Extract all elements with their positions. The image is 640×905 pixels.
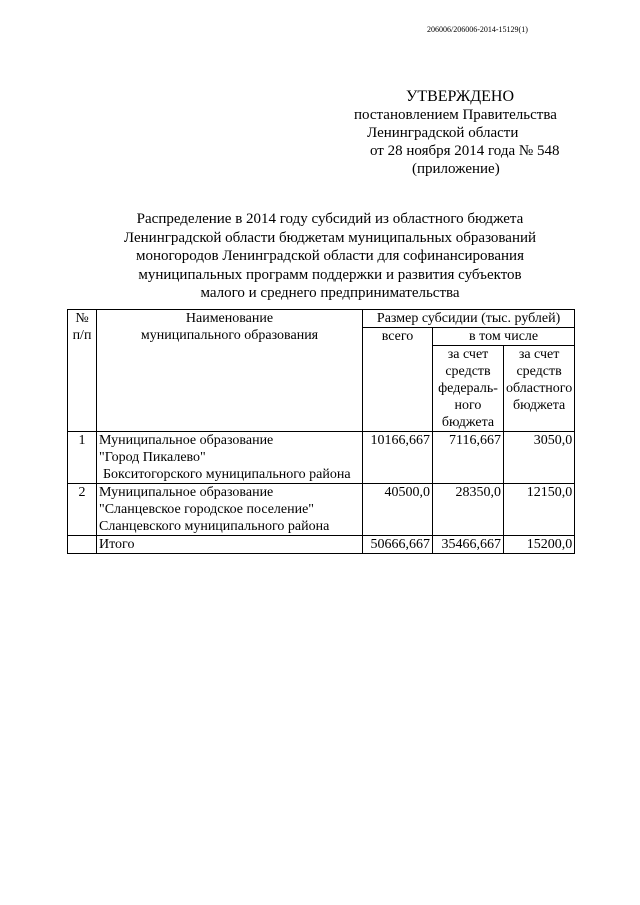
subsidy-table	[67, 309, 575, 554]
header-name-line: муниципального образования	[140, 328, 319, 343]
row-number: 1	[68, 432, 97, 484]
header-number-symbol: №	[75, 311, 89, 326]
header-federal	[433, 346, 504, 432]
row-federal: 7116,667	[433, 432, 504, 484]
header-federal-line: ного	[454, 398, 482, 413]
header-total: всего	[363, 328, 433, 432]
totals-number-empty	[68, 536, 97, 554]
approval-heading: УТВЕРЖДЕНО	[406, 88, 515, 105]
header-regional-line: областного	[506, 381, 573, 396]
row-number: 2	[68, 484, 97, 536]
approval-block	[340, 88, 590, 178]
row-regional: 3050,0	[504, 432, 575, 484]
header-regional-line: средств	[516, 364, 562, 379]
title-line: Ленинградской области бюджетам муниципальных образований	[123, 229, 537, 246]
row-name-line: "Город Пикалево"	[99, 450, 206, 465]
header-including: в том числе	[433, 328, 575, 346]
header-federal-line: за счет	[447, 347, 489, 362]
document-title	[90, 210, 570, 303]
document-id: 206006/206006-2014-15129(1)	[427, 25, 528, 34]
row-federal: 28350,0	[433, 484, 504, 536]
header-regional-line: за счет	[518, 347, 560, 362]
header-federal-line: федераль-	[438, 381, 498, 396]
header-number	[68, 310, 97, 432]
title-line: моногородов Ленинградской области для софинансирования	[135, 248, 524, 264]
title-line: малого и среднего предпринимательства	[200, 285, 460, 301]
totals-regional: 15200,0	[504, 536, 575, 554]
totals-label: Итого	[97, 536, 363, 554]
header-federal-line: средств	[445, 364, 491, 379]
header-federal-line: бюджета	[441, 415, 495, 430]
approval-appendix-line: (приложение)	[412, 161, 500, 177]
header-subsidy-size: Размер субсидии (тыс. рублей)	[363, 310, 575, 328]
row-total: 40500,0	[363, 484, 433, 536]
header-number-label: п/п	[72, 328, 92, 343]
approval-line: постановлением Правительства	[354, 107, 557, 123]
header-name	[97, 310, 363, 432]
table-header-row	[68, 310, 575, 328]
header-regional	[504, 346, 575, 432]
table-row	[68, 484, 575, 536]
header-name-line: Наименование	[185, 311, 274, 326]
row-name-line: Муниципальное образование	[99, 485, 274, 500]
row-regional: 12150,0	[504, 484, 575, 536]
row-total: 10166,667	[363, 432, 433, 484]
approval-line: Ленинградской области	[367, 125, 519, 141]
row-name-line: Муниципальное образование	[99, 433, 274, 448]
row-name	[97, 484, 363, 536]
row-name-line: Сланцевского муниципального района	[99, 519, 330, 534]
totals-federal: 35466,667	[433, 536, 504, 554]
row-name	[97, 432, 363, 484]
totals-total: 50666,667	[363, 536, 433, 554]
row-name-line: Бокситогорского муниципального района	[103, 467, 351, 482]
header-regional-line: бюджета	[513, 398, 566, 413]
totals-row	[68, 536, 575, 554]
row-name-line: "Сланцевское городское поселение"	[99, 502, 315, 517]
title-line: муниципальных программ поддержки и развития субъектов	[138, 266, 522, 283]
table-row	[68, 432, 575, 484]
title-line: Распределение в 2014 году субсидий из областного бюджета	[136, 211, 524, 227]
approval-date-line: от 28 ноября 2014 года № 548	[370, 143, 560, 159]
